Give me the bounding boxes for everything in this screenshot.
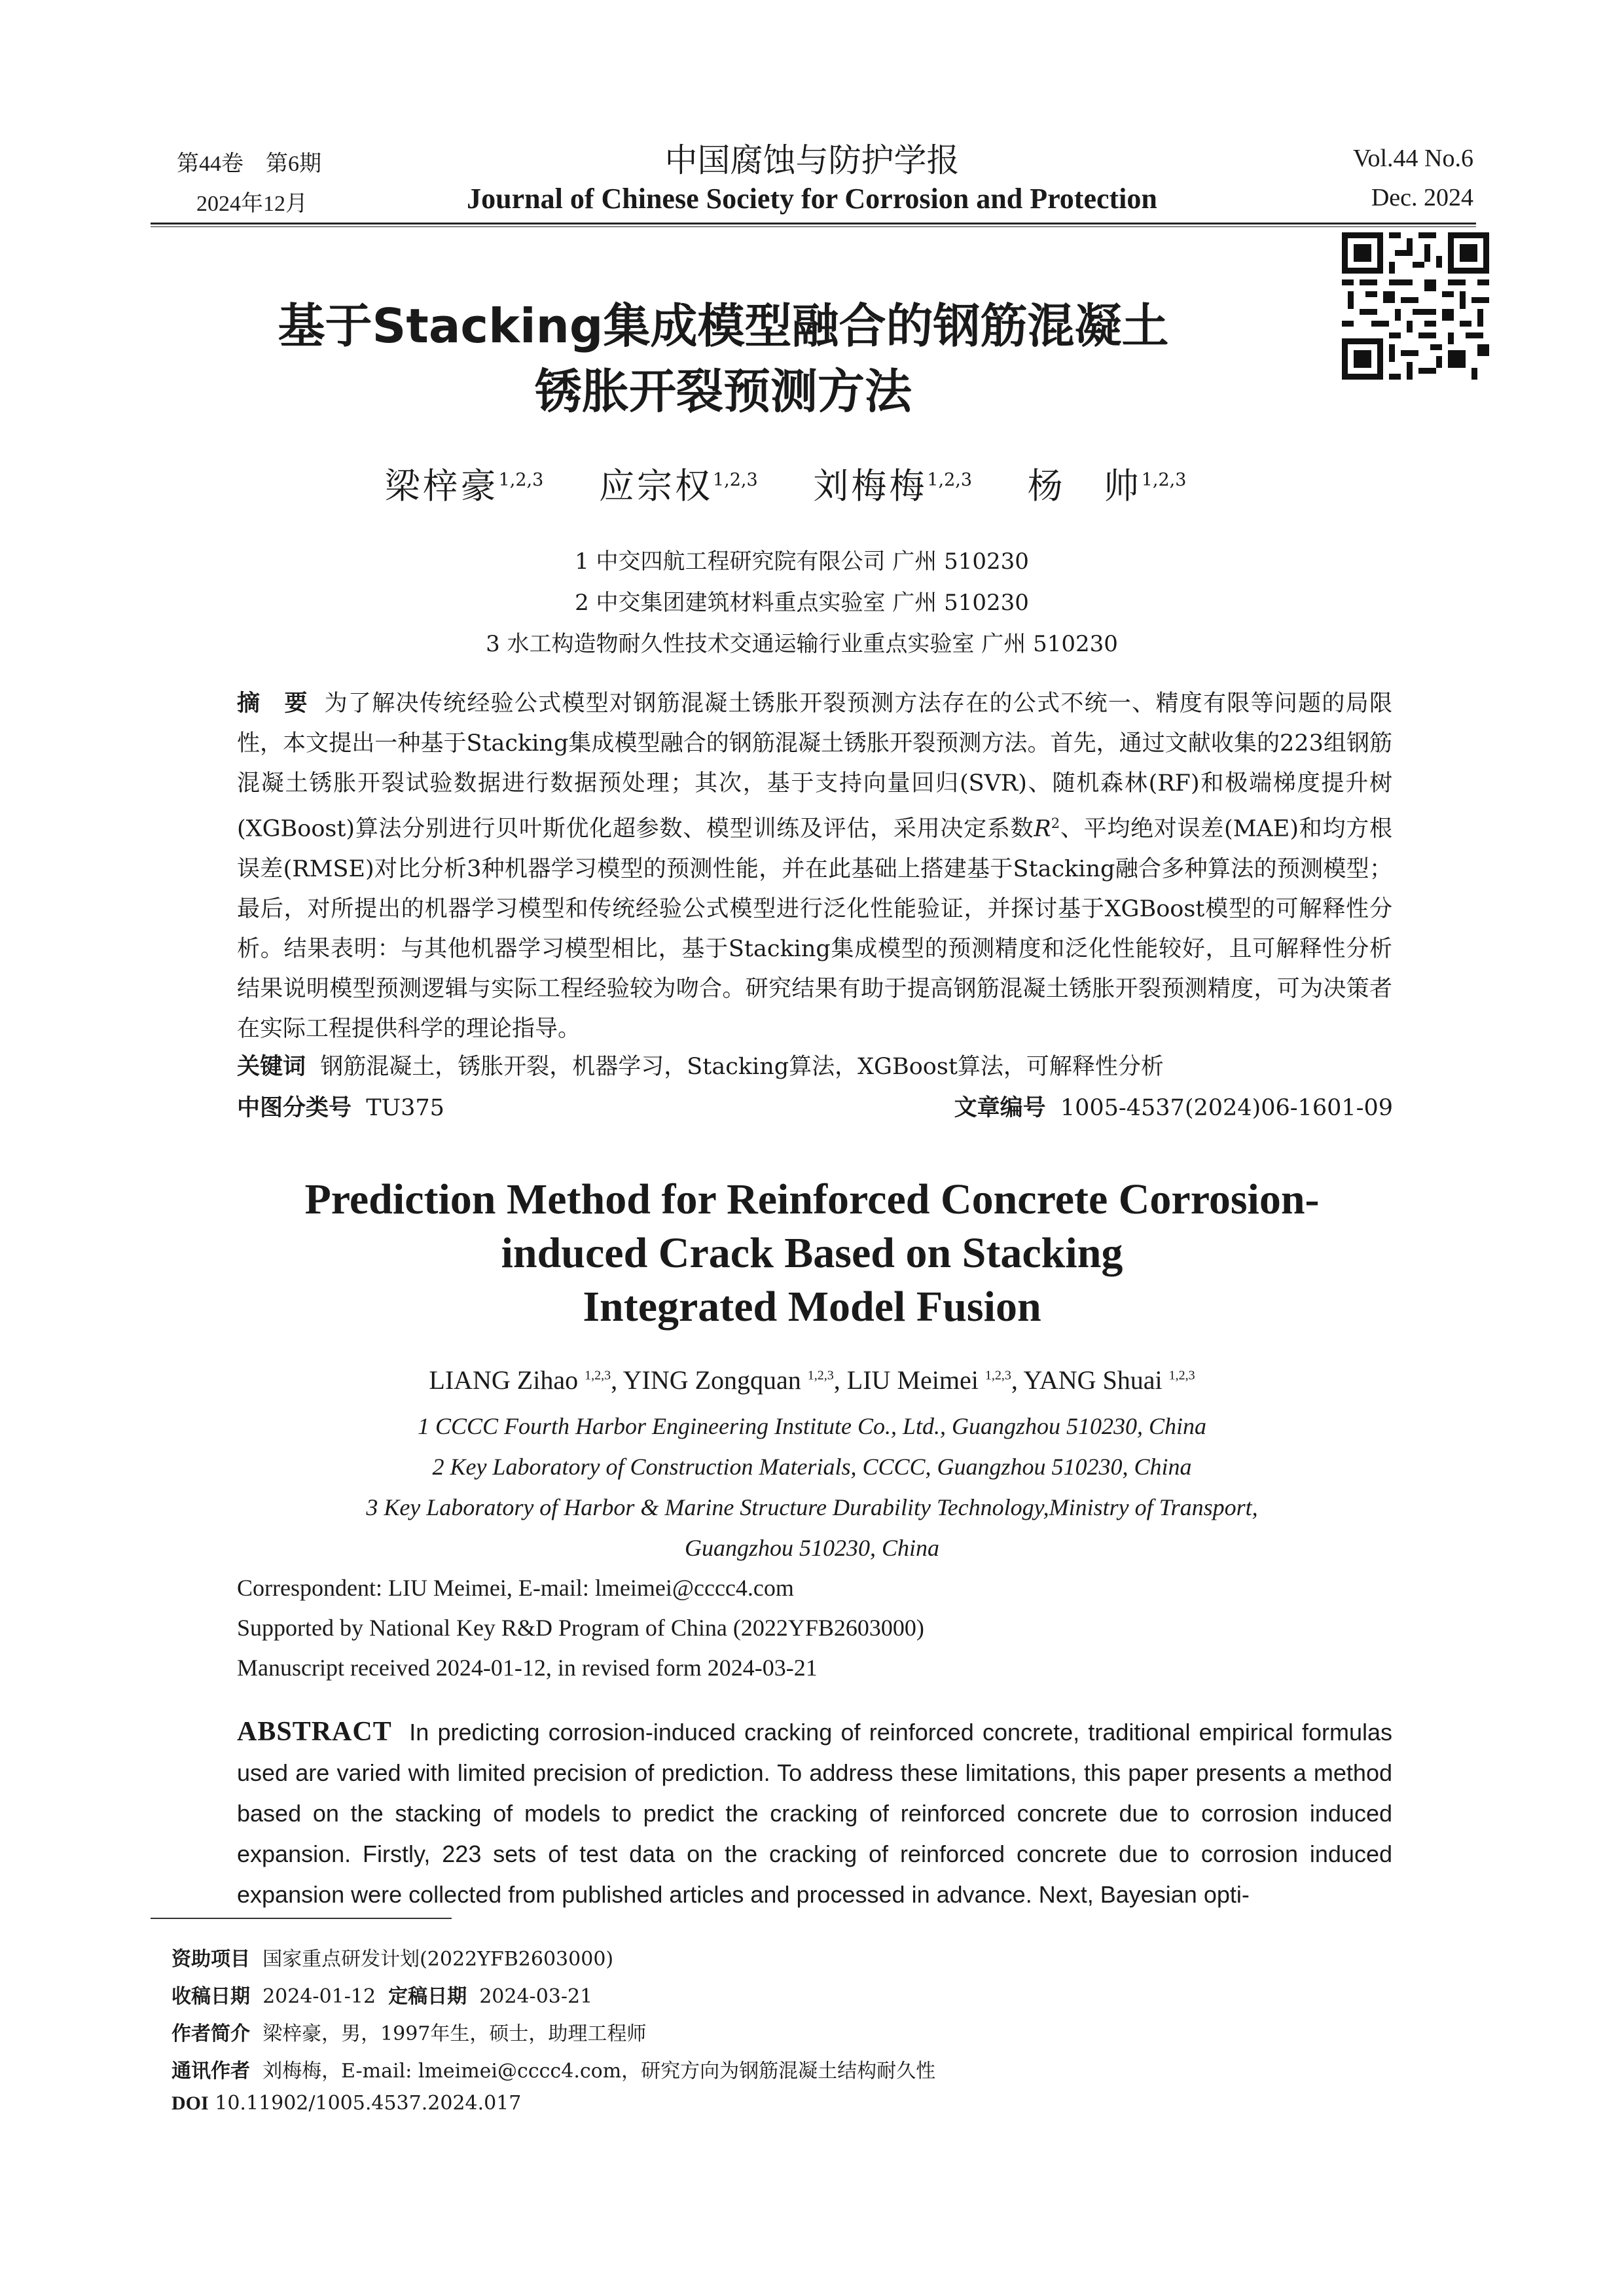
article-label: 文章编号 xyxy=(954,1095,1046,1121)
abstract-cn-text-a: 为了解决传统经验公式模型对钢筋混凝土锈胀开裂预测方法存在的公式不统一、精度有限等问题的局限性，本文提出一种基于Stacking集成模型融合的钢筋混凝土锈胀开裂预测方法。首先，通过文献收集的223组钢筋混凝土锈胀开裂试验数据进行数据预处理；其次，基于支持向量回归(SVR)、随机森林(RF)和极端梯度提升树(XGBoost)算法分别进行贝叶斯优化超参数、模型训练及评估，采用决定系数 xyxy=(237,691,1392,842)
abstract-cn-label: 摘 要 xyxy=(237,691,308,717)
clc-value: TU375 xyxy=(366,1095,444,1121)
author-cn: 刘梅梅 xyxy=(813,465,928,507)
affiliation-cn: 1 中交四航工程研究院有限公司 广州 510230 xyxy=(575,548,1029,575)
author-cn: 梁梓豪 xyxy=(384,465,499,507)
author-en-sep: , xyxy=(833,1365,847,1395)
affiliation-cn: 3 水工构造物耐久性技术交通运输行业重点实验室 广州 510230 xyxy=(486,631,1118,657)
title-en-line1: Prediction Method for Reinforced Concrete Corrosion- xyxy=(304,1175,1320,1223)
authors-cn xyxy=(0,458,1571,509)
footnote-text: 国家重点研发计划(2022YFB2603000) xyxy=(262,1948,614,1971)
abstract-cn xyxy=(237,684,1392,1049)
footnote-text: 10.11902/1005.4537.2024.017 xyxy=(215,2092,522,2115)
author-en-aff: 1,2,3 xyxy=(807,1368,834,1383)
author-cn: 杨 帅 xyxy=(1027,465,1142,507)
article-value: 1005-4537(2024)06-1601-09 xyxy=(1060,1095,1393,1121)
author-en: LIANG Zihao xyxy=(429,1365,579,1395)
title-cn-line2: 锈胀开裂预测方法 xyxy=(534,364,912,419)
keywords-cn-label: 关键词 xyxy=(237,1054,306,1080)
r2-superscript: 2 xyxy=(1051,816,1060,831)
footnote-author-bio xyxy=(171,2017,646,2046)
article-number xyxy=(954,1088,1393,1128)
footnote-text: 梁梓豪，男，1997年生，硕士，助理工程师 xyxy=(262,2022,647,2045)
manuscript-dates: Manuscript received 2024-01-12, in revised form 2024-03-21 xyxy=(237,1655,818,1681)
footnote-label: 定稿日期 xyxy=(388,1985,467,2008)
footnote-label: 资助项目 xyxy=(171,1948,250,1971)
footnote-label: 通讯作者 xyxy=(171,2060,250,2083)
title-cn-line1: 基于Stacking集成模型融合的钢筋混凝土 xyxy=(278,298,1169,353)
author-en: LIU Meimei xyxy=(846,1365,979,1395)
abstract-en xyxy=(237,1712,1392,1915)
affiliation-en: 2 Key Laboratory of Construction Materials, CCCC, Guangzhou 510230, China xyxy=(432,1454,1192,1480)
abstract-cn-text-b: 、平均绝对误差(MAE)和均方根误差(RMSE)对比分析3种机器学习模型的预测性能，并在此基础上搭建基于Stacking融合多种算法的预测模型；最后，对所提出的机器学习模型和传统经验公式模型进行泛化性能验证，并探讨基于XGBoost模型的可解释性分析。结果表明：与其他机器学习模型相比，基于Stacking集成模型的预测精度和泛化性能较好，且可解释性分析结果说明模型预测逻辑与实际工程经验较为吻合。研究结果有助于提高钢筋混凝土锈胀开裂预测精度，可为决策者在实际工程提供科学的理论指导。 xyxy=(237,816,1392,1042)
footnote-text: 2024-03-21 xyxy=(479,1985,593,2008)
footnote-label: DOI xyxy=(171,2092,209,2114)
keywords-cn xyxy=(237,1047,1392,1087)
volume-issue-en: Vol.44 No.6 xyxy=(1352,145,1473,172)
author-en-aff: 1,2,3 xyxy=(984,1368,1011,1383)
abstract-en-label: ABSTRACT xyxy=(237,1717,392,1747)
footnote-label: 收稿日期 xyxy=(171,1985,250,2008)
affiliation-en: Guangzhou 510230, China xyxy=(684,1535,940,1561)
footnote-label: 作者简介 xyxy=(171,2022,250,2045)
affiliation-en: 1 CCCC Fourth Harbor Engineering Institute Co., Ltd., Guangzhou 510230, China xyxy=(417,1413,1207,1439)
r2-symbol: R xyxy=(1034,816,1051,842)
header-rule xyxy=(151,223,1476,224)
author-cn-aff: 1,2,3 xyxy=(927,470,973,490)
author-en: YANG Shuai xyxy=(1023,1365,1163,1395)
footnote-text: 刘梅梅，E-mail: lmeimei@cccc4.com，研究方向为钢筋混凝土结构耐久性 xyxy=(262,2060,936,2083)
title-en-line3: Integrated Model Fusion xyxy=(583,1283,1041,1331)
footnote-corresponding xyxy=(171,2054,935,2083)
footnote-rule xyxy=(151,1918,452,1919)
correspondent: Correspondent: LIU Meimei, E-mail: lmeimei@cccc4.com xyxy=(237,1575,794,1601)
journal-name-cn: 中国腐蚀与防护学报 xyxy=(664,141,960,179)
authors-en xyxy=(0,1365,1624,1395)
abstract-en-text: In predicting corrosion-induced cracking of reinforced concrete, traditional empirical formulas used are varied with limited precision of prediction. To address these limitations, this paper presents a method based on the stacking of models to predict the cracking of reinforced concrete due to corrosion induced expansion. Firstly, 223 sets of test data on the cracking of reinforced concrete due to corrosion induced expansion were collected from published articles and processed in advance. Next, Bayesian opti- xyxy=(237,1719,1392,1908)
volume-issue-cn: 第44卷 第6期 xyxy=(177,152,321,176)
author-en-sep: , xyxy=(1011,1365,1024,1395)
footnote-dates xyxy=(171,1980,592,2009)
footnote-doi xyxy=(171,2092,521,2115)
affiliation-cn: 2 中交集团建筑材料重点实验室 广州 510230 xyxy=(575,590,1029,616)
author-cn-aff: 1,2,3 xyxy=(1141,470,1187,490)
supported-by: Supported by National Key R&D Program of China (2022YFB2603000) xyxy=(237,1615,924,1641)
author-en-aff: 1,2,3 xyxy=(585,1368,611,1383)
affiliation-en: 3 Key Laboratory of Harbor & Marine Structure Durability Technology,Ministry of Transport, xyxy=(366,1494,1258,1520)
header-rule-thin xyxy=(151,226,1476,227)
author-en-aff: 1,2,3 xyxy=(1168,1368,1195,1383)
footnote-text: 2024-01-12 xyxy=(262,1985,376,2008)
date-en: Dec. 2024 xyxy=(1371,184,1473,211)
author-cn: 应宗权 xyxy=(598,465,713,507)
title-en-line2: induced Crack Based on Stacking xyxy=(501,1229,1123,1277)
clc-label: 中图分类号 xyxy=(237,1095,352,1121)
author-cn-aff: 1,2,3 xyxy=(712,470,758,490)
author-cn-aff: 1,2,3 xyxy=(498,470,544,490)
author-en-sep: , xyxy=(611,1365,623,1395)
date-cn: 2024年12月 xyxy=(196,192,308,216)
footnote-funding xyxy=(171,1943,613,1971)
journal-name-en: Journal of Chinese Society for Corrosion and Protection xyxy=(467,183,1157,215)
author-en: YING Zongquan xyxy=(623,1365,801,1395)
keywords-cn-text: 钢筋混凝土，锈胀开裂，机器学习，Stacking算法，XGBoost算法，可解释性分析 xyxy=(320,1054,1164,1080)
